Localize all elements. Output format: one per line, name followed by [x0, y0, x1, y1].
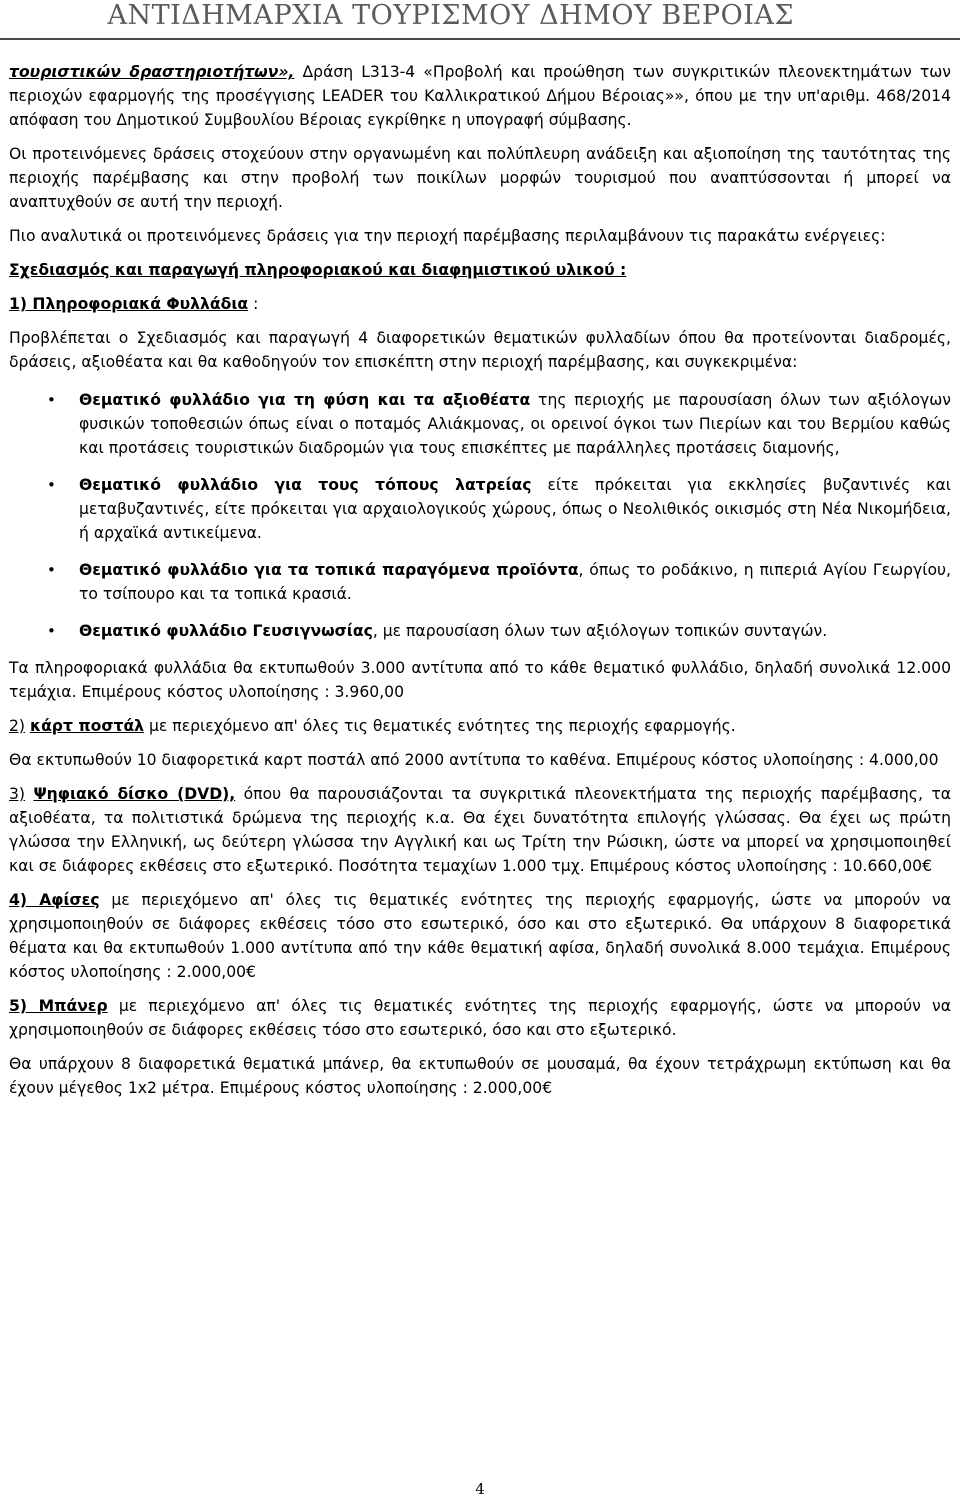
list-item	[9, 558, 951, 606]
list-item-bold: Θεματικό φυλλάδιο Γευσιγνωσίας	[79, 622, 373, 640]
bullet-icon: •	[47, 561, 56, 579]
list-item	[9, 473, 951, 545]
list-item-text: , όπως το ροδάκινο, η πιπεριά Αγίου Γεωργίου, το τσίπουρο και τα τοπικά κρασιά.	[79, 561, 951, 603]
page-number: 4	[475, 1480, 485, 1498]
header-rule	[0, 38, 960, 40]
item1-heading	[9, 292, 951, 316]
list-item-bold: Θεματικό φυλλάδιο για τη φύση και τα αξιοθέατα	[79, 391, 531, 409]
list-item-bold: Θεματικό φυλλάδιο για τους τόπους λατρείας	[79, 476, 532, 494]
brochure-list	[9, 388, 951, 643]
item2-text: με περιεχόμενο απ' όλες τις θεματικές ενότητες της περιοχής εφαρμογής.	[144, 717, 736, 735]
item1-colon: :	[248, 295, 259, 313]
intro-bold-text: τουριστικών δραστηριοτήτων»,	[9, 63, 295, 81]
document-body	[9, 60, 951, 1110]
item4-text: με περιεχόμενο απ' όλες τις θεματικές ενότητες της περιοχής εφαρμογής, ώστε να μπορούν να χρησιμοποιηθούν σε διάφορες εκθέσεις τόσο στο εσωτερικό, όσο και στο εξωτερικό. Θα υπάρχουν 8 διαφορετικά θέματα και θα εκτυπωθούν 1.000 αντίτυπα από την κάθε θεματική αφίσα, δηλαδή συνολικά 8.000 τεμάχια. Επιμέρους κόστος υλοποίησης : 2.000,00€	[9, 891, 951, 981]
item2-title: κάρτ ποστάλ	[29, 717, 145, 735]
list-item-text: , με παρουσίαση όλων των αξιόλογων τοπικών συνταγών.	[372, 622, 828, 640]
item2-cost: Θα εκτυπωθούν 10 διαφορετικά καρτ ποστάλ από 2000 αντίτυπα το καθένα. Επιμέρους κόστος υλοποίησης : 4.000,00	[9, 751, 939, 769]
item3-paragraph	[9, 782, 951, 878]
item1-cost: Τα πληροφοριακά φυλλάδια θα εκτυπωθούν 3.000 αντίτυπα από το κάθε θεματικό φυλλάδιο, δηλαδή συνολικά 12.000 τεμάχια. Επιμέρους κόστος υλοποίησης : 3.960,00	[9, 659, 951, 701]
item5-paragraph	[9, 994, 951, 1042]
item2-number: 2)	[9, 717, 26, 735]
bullet-icon: •	[47, 476, 56, 494]
item4-paragraph	[9, 888, 951, 984]
item3-number: 3)	[9, 785, 26, 803]
item5-cost: Θα υπάρχουν 8 διαφορετικά θεματικά μπάνερ, θα εκτυπωθούν σε μουσαμά, θα έχουν τετράχρωμη εκτύπωση και θα έχουν μέγεθος 1x2 μέτρα. Επιμέρους κόστος υλοποίησης : 2.000,00€	[9, 1055, 951, 1097]
intro-text: Δράση L313-4 «Προβολή και προώθηση των συγκριτικών πλεονεκτημάτων των περιοχών εφαρμογής της προσέγγισης LEADER του Καλλικρατικού Δήμου Βέροιας»», όπου με την υπ'αριθμ. 468/2014 απόφαση του Δημοτικού Συμβουλίου Βέροιας εγκρίθηκε η υπογραφή σύμβασης.	[9, 63, 951, 129]
section-heading: Σχεδιασμός και παραγωγή πληροφοριακού και διαφημιστικού υλικού :	[9, 261, 627, 279]
item3-title: Ψηφιακό δίσκο (DVD),	[33, 785, 236, 803]
item1-description: Προβλέπεται ο Σχεδιασμός και παραγωγή 4 διαφορετικών θεματικών φυλλαδίων όπου θα προτείνονται διαδρομές, δράσεις, αξιοθέατα και θα καθοδηγούν τον επισκέπτη στην περιοχή παρέμβασης, και συγκεκριμένα:	[9, 329, 951, 371]
list-item-bold: Θεματικό φυλλάδιο για τα τοπικά παραγόμενα προϊόντα	[79, 561, 579, 579]
paragraph-intro	[9, 60, 951, 132]
paragraph-goals: Οι προτεινόμενες δράσεις στοχεύουν στην οργανωμένη και πολύπλευρη ανάδειξη και αξιοποίηση της ταυτότητας της περιοχής παρέμβασης και στην προβολή των ποικίλων μορφών τουρισμού που αναπτύσσονται ή μπορεί να αναπτυχθούν σε αυτή την περιοχή.	[9, 145, 951, 211]
item5-title: 5) Μπάνερ	[9, 997, 108, 1015]
bullet-icon: •	[47, 391, 56, 409]
header-title: ΑΝΤΙΔΗΜΑΡΧΙΑ ΤΟΥΡΙΣΜΟΥ ΔΗΜΟΥ ΒΕΡΟΙΑΣ	[107, 0, 794, 31]
list-item	[9, 388, 951, 460]
item5-text: με περιεχόμενο απ' όλες τις θεματικές ενότητες της περιοχής εφαρμογής, ώστε να μπορούν να χρησιμοποιηθούν σε διάφορες εκθέσεις τόσο στο εσωτερικό, όσο και στο εξωτερικό.	[9, 997, 952, 1039]
bullet-icon: •	[47, 622, 56, 640]
paragraph-actions: Πιο αναλυτικά οι προτεινόμενες δράσεις για την περιοχή παρέμβασης περιλαμβάνουν τις παρακάτω ενέργειες:	[9, 227, 886, 245]
list-item	[9, 619, 951, 643]
item4-title: 4) Αφίσες	[9, 891, 100, 909]
item1-title: 1) Πληροφοριακά Φυλλάδια	[9, 295, 249, 313]
list-item-text: είτε πρόκειται για εκκλησίες βυζαντινές και μεταβυζαντινές, είτε πρόκειται για αρχαιολογικούς χώρους, όπως ο Νεολιθικός οικισμός στη Νέα Νικομήδεια, ή αρχαϊκά αντικείμενα.	[79, 476, 951, 542]
page-header	[0, 0, 960, 40]
list-item-text: της περιοχής με παρουσίαση όλων των αξιόλογων φυσικών τοποθεσιών όπως είναι ο ποταμός Αλιάκμονας, οι ορεινοί όγκοι των Πιερίων και του Βερμίου καθώς και προτάσεις τουριστικών διαδρομών για τους επισκέπτες με παράλληλες προτάσεις διαμονής,	[79, 391, 951, 457]
item2-heading	[9, 714, 951, 738]
item3-text: όπου θα παρουσιάζονται τα συγκριτικά πλεονεκτήματα της περιοχής παρέμβασης, τα αξιοθέατα, τα πολιτιστικά δρώμενα της περιοχής κ.α. Θα έχει δυνατότητα επιλογής γλώσσας. Θα έχει ως πρώτη γλώσσα την Ελληνική, ως δεύτερη γλώσσα την Αγγλική και ως Τρίτη την Ρώσικη, ώστε να μπορεί να χρησιμοποιηθεί και σε διάφορες εκθέσεις στο εξωτερικό. Ποσότητα τεμαχίων 1.000 τμχ. Επιμέρους κόστος υλοποίησης : 10.660,00€	[9, 785, 951, 875]
